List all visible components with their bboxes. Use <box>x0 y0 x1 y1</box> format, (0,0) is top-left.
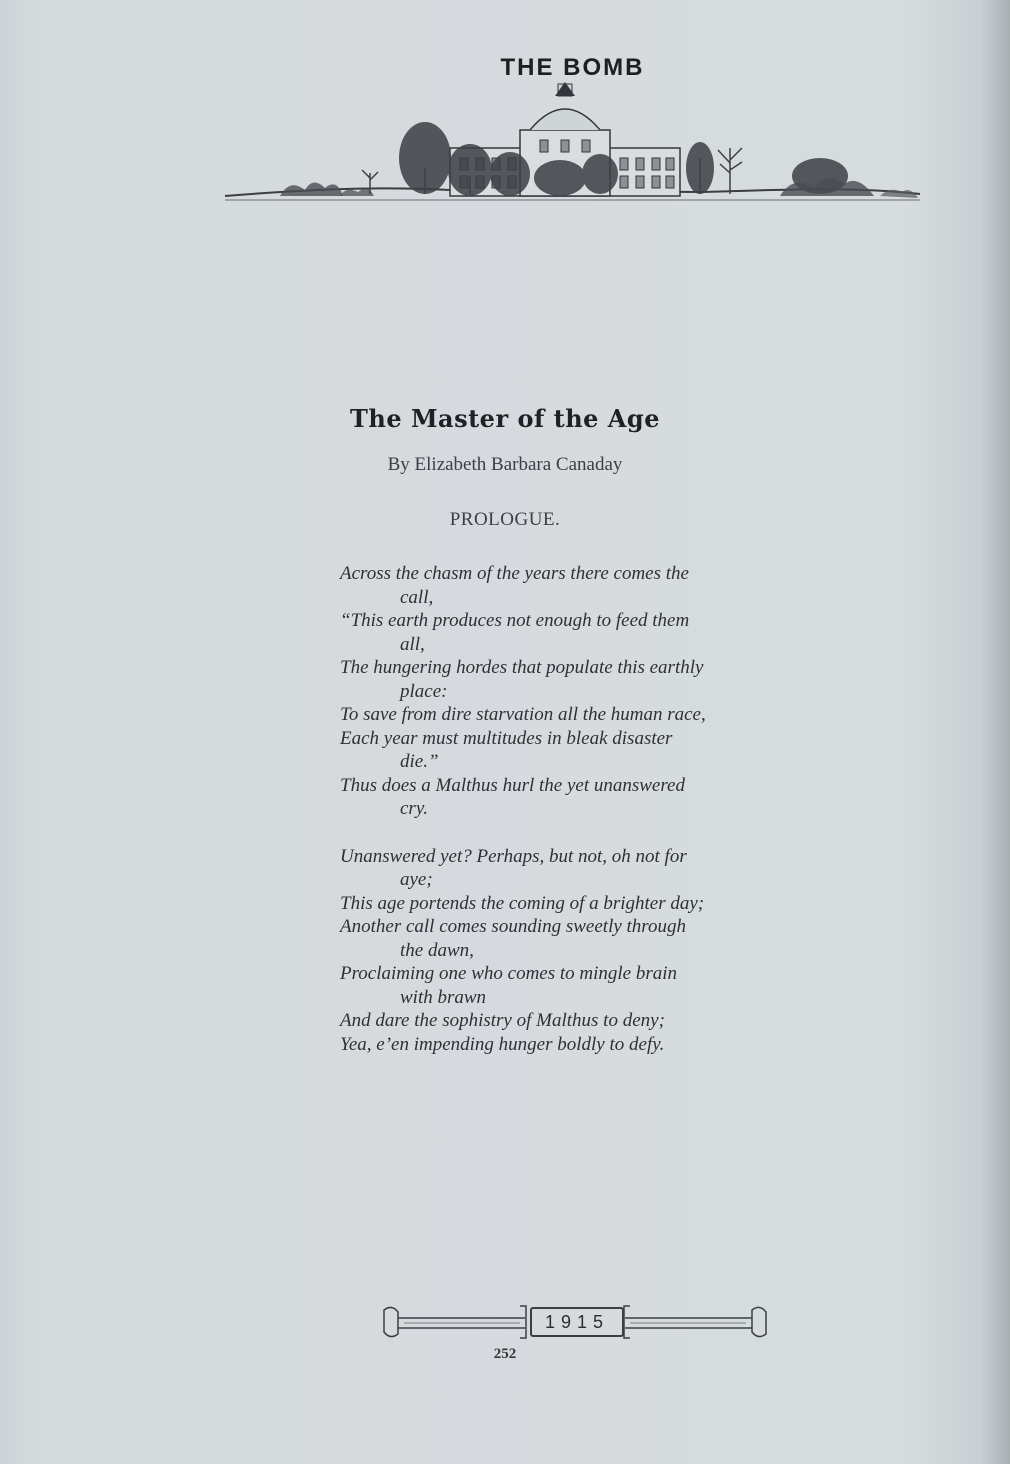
poem-line: Another call comes sounding sweetly through the dawn, <box>340 916 686 961</box>
year-label: 1915 <box>530 1307 624 1337</box>
poem <box>340 562 804 1080</box>
poem-line: To save from dire starvation all the human race, <box>340 704 706 725</box>
header-illustration <box>220 48 925 208</box>
poem-line: Each year must multitudes in bleak disaster die.” <box>340 727 673 772</box>
poem-line: Thus does a Malthus hurl the yet unanswered cry. <box>340 774 685 819</box>
byline: By Elizabeth Barbara Canaday <box>387 454 623 475</box>
poem-line: The hungering hordes that populate this earthly place: <box>340 657 704 702</box>
poem-line: Unanswered yet? Perhaps, but not, oh not for aye; <box>340 845 687 890</box>
poem-line: This age portends the coming of a brighter day; <box>340 892 705 914</box>
page-number: 252 <box>493 1346 517 1362</box>
stanza-2 <box>340 845 804 1057</box>
campus-building-drawing <box>220 78 925 208</box>
section-heading: PROLOGUE. <box>449 509 561 530</box>
poem-line: Proclaiming one who comes to mingle brain with brawn <box>340 963 678 1008</box>
poem-line: Across the chasm of the years there comes the call, <box>340 563 689 608</box>
article-title: The Master of the Age <box>350 404 660 433</box>
poem-line: Yea, e’en impending hunger boldly to defy. <box>340 1033 665 1055</box>
header-title: THE BOMB <box>500 54 645 81</box>
stanza-1 <box>340 562 804 821</box>
poem-line: “This earth produces not enough to feed them all, <box>340 610 690 655</box>
poem-line: And dare the sophistry of Malthus to deny; <box>340 1010 665 1031</box>
footer-banner <box>380 1302 770 1342</box>
